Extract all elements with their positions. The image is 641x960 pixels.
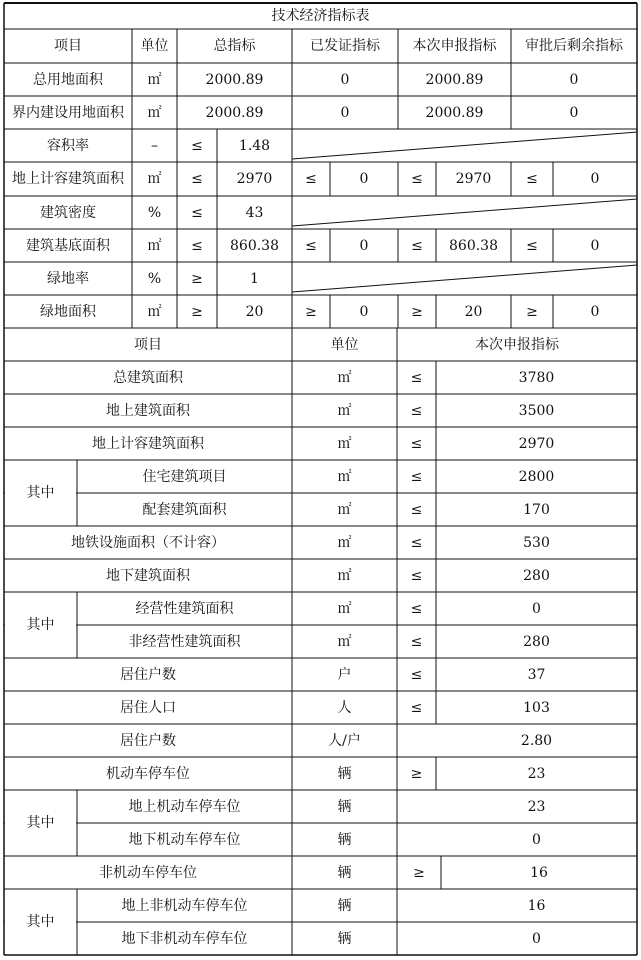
total-op: ≥ bbox=[191, 270, 203, 287]
item-name: 机动车停车位 bbox=[106, 765, 190, 782]
current-value: 2970 bbox=[455, 171, 492, 187]
header-remaining: 审批后剩余指标 bbox=[525, 38, 623, 54]
issued-value: 0 bbox=[340, 71, 350, 88]
item-value: 37 bbox=[527, 666, 546, 683]
issued-op: ≤ bbox=[305, 237, 317, 254]
item-name: 地铁设施面积（不计容） bbox=[71, 534, 225, 551]
item-op: ≤ bbox=[410, 501, 423, 518]
item-unit: ㎡ bbox=[337, 501, 352, 518]
remain-value: 0 bbox=[569, 71, 579, 88]
item-value: 3780 bbox=[518, 369, 555, 386]
item-unit: 人/户 bbox=[328, 732, 361, 749]
current-value: 2000.89 bbox=[425, 104, 484, 121]
total-value: 860.38 bbox=[230, 237, 279, 254]
item-op: ≥ bbox=[413, 864, 425, 881]
item-name: 居住户数 bbox=[120, 732, 176, 749]
total-op: ≤ bbox=[191, 137, 203, 154]
total-op: ≤ bbox=[191, 204, 203, 221]
item-name: 非机动车停车位 bbox=[99, 864, 197, 881]
current-op: ≤ bbox=[411, 171, 423, 187]
item-unit: 辆 bbox=[337, 765, 352, 782]
table-title: 技术经济指标表 bbox=[271, 8, 370, 24]
item-unit: ㎡ bbox=[337, 567, 352, 584]
item-value: 23 bbox=[527, 798, 546, 815]
total-value: 20 bbox=[245, 303, 264, 320]
item-unit: 辆 bbox=[337, 798, 352, 815]
total-value: 2000.89 bbox=[205, 104, 264, 121]
grid-line bbox=[292, 132, 637, 159]
item-op: ≤ bbox=[410, 567, 423, 584]
sub-item-name: 地上机动车停车位 bbox=[128, 798, 241, 815]
issued-value: 0 bbox=[359, 303, 369, 320]
header-issued: 已发证指标 bbox=[310, 38, 380, 54]
current-value: 860.38 bbox=[449, 237, 498, 254]
total-value: 2000.89 bbox=[205, 71, 264, 88]
item-value: 2800 bbox=[518, 468, 555, 485]
remain-op: ≥ bbox=[526, 303, 538, 320]
item-value: 0 bbox=[532, 930, 541, 947]
current-value: 20 bbox=[464, 303, 483, 320]
grid-line bbox=[292, 199, 637, 226]
issued-op: ≤ bbox=[305, 171, 317, 187]
remain-value: 0 bbox=[590, 171, 600, 187]
header-unit: 单位 bbox=[330, 336, 359, 353]
row-unit: ㎡ bbox=[147, 303, 162, 320]
item-unit: 辆 bbox=[337, 864, 352, 881]
total-value: 1 bbox=[250, 270, 259, 287]
row-name: 地上计容建筑面积 bbox=[12, 171, 124, 187]
item-op: ≤ bbox=[410, 468, 423, 485]
item-value: 0 bbox=[532, 831, 541, 848]
item-unit: ㎡ bbox=[337, 534, 352, 551]
item-unit: ㎡ bbox=[337, 600, 352, 617]
header-unit: 单位 bbox=[140, 38, 169, 54]
item-value: 23 bbox=[527, 765, 546, 782]
remain-op: ≤ bbox=[526, 237, 538, 254]
row-name: 容积率 bbox=[47, 137, 89, 154]
item-unit: ㎡ bbox=[337, 369, 352, 386]
current-op: ≥ bbox=[411, 303, 423, 320]
total-op: ≤ bbox=[191, 171, 203, 187]
item-op: ≤ bbox=[410, 699, 423, 716]
sub-item-name: 住宅建筑项目 bbox=[142, 468, 227, 485]
row-name: 建筑密度 bbox=[40, 204, 96, 221]
row-unit: ㎡ bbox=[147, 104, 162, 121]
group-label-qizhong: 其中 bbox=[26, 617, 55, 633]
item-name: 总建筑面积 bbox=[113, 369, 183, 386]
issued-value: 0 bbox=[359, 237, 369, 254]
row-unit: ㎡ bbox=[147, 71, 162, 88]
item-unit: ㎡ bbox=[337, 402, 352, 419]
item-value: 170 bbox=[523, 501, 550, 518]
row-unit: % bbox=[147, 270, 162, 287]
item-name: 地上计容建筑面积 bbox=[92, 435, 204, 452]
sub-item-name: 地下非机动车停车位 bbox=[121, 930, 248, 947]
current-op: ≤ bbox=[411, 237, 423, 254]
item-name: 地上建筑面积 bbox=[106, 402, 190, 419]
item-name: 居住户数 bbox=[120, 666, 176, 683]
total-op: ≥ bbox=[191, 303, 203, 320]
sub-item-name: 经营性建筑面积 bbox=[135, 600, 234, 617]
header-current: 本次申报指标 bbox=[412, 38, 497, 54]
row-unit: ㎡ bbox=[147, 171, 162, 187]
item-name: 居住人口 bbox=[120, 699, 176, 716]
header-item: 项目 bbox=[134, 336, 162, 353]
item-value: 0 bbox=[532, 600, 541, 617]
remain-op: ≤ bbox=[526, 171, 538, 187]
current-value: 2000.89 bbox=[425, 71, 484, 88]
row-name: 绿地率 bbox=[47, 270, 89, 287]
item-name: 地下建筑面积 bbox=[106, 567, 190, 584]
item-unit: 辆 bbox=[337, 897, 352, 914]
header-value: 本次申报指标 bbox=[475, 336, 559, 353]
item-value: 16 bbox=[530, 864, 548, 881]
item-op: ≥ bbox=[410, 765, 423, 782]
issued-value: 0 bbox=[359, 171, 369, 187]
item-value: 3500 bbox=[518, 402, 555, 419]
total-value: 1.48 bbox=[238, 137, 271, 154]
item-unit: 人 bbox=[337, 699, 352, 716]
item-op: ≤ bbox=[410, 600, 423, 617]
group-label-qizhong: 其中 bbox=[26, 914, 55, 930]
item-unit: ㎡ bbox=[337, 435, 352, 452]
sub-item-name: 非经营性建筑面积 bbox=[128, 633, 241, 650]
total-value: 43 bbox=[245, 204, 264, 221]
row-unit: % bbox=[147, 204, 162, 221]
item-value: 280 bbox=[523, 633, 550, 650]
sub-item-name: 地下机动车停车位 bbox=[128, 831, 241, 848]
row-name: 界内建设用地面积 bbox=[12, 104, 124, 121]
item-op: ≤ bbox=[410, 402, 423, 419]
issued-op: ≥ bbox=[305, 303, 317, 320]
item-value: 530 bbox=[523, 534, 550, 551]
item-op: ≤ bbox=[410, 435, 423, 452]
header-total: 总指标 bbox=[213, 38, 256, 54]
sub-item-name: 配套建筑面积 bbox=[142, 501, 227, 518]
remain-value: 0 bbox=[590, 237, 600, 254]
item-unit: ㎡ bbox=[337, 468, 352, 485]
item-unit: 辆 bbox=[337, 831, 352, 848]
item-op: ≤ bbox=[410, 666, 423, 683]
item-op: ≤ bbox=[410, 534, 423, 551]
total-value: 2970 bbox=[236, 171, 273, 187]
row-unit: ㎡ bbox=[147, 237, 162, 254]
remain-value: 0 bbox=[569, 104, 579, 121]
remain-value: 0 bbox=[590, 303, 600, 320]
item-value: 16 bbox=[527, 897, 546, 914]
row-unit: – bbox=[151, 137, 158, 154]
group-label-qizhong: 其中 bbox=[26, 815, 55, 831]
sub-item-name: 地上非机动车停车位 bbox=[121, 897, 248, 914]
grid-line bbox=[292, 265, 637, 292]
row-name: 建筑基底面积 bbox=[26, 237, 110, 254]
item-value: 2970 bbox=[518, 435, 555, 452]
item-value: 103 bbox=[523, 699, 550, 716]
item-value: 280 bbox=[523, 567, 550, 584]
issued-value: 0 bbox=[340, 104, 350, 121]
group-label-qizhong: 其中 bbox=[26, 485, 55, 501]
item-op: ≤ bbox=[410, 369, 423, 386]
item-unit: 户 bbox=[337, 666, 352, 683]
item-unit: 辆 bbox=[337, 930, 352, 947]
row-name: 绿地面积 bbox=[40, 303, 96, 320]
header-project: 项目 bbox=[54, 38, 82, 54]
row-name: 总用地面积 bbox=[33, 71, 103, 88]
item-op: ≤ bbox=[410, 633, 423, 650]
item-unit: ㎡ bbox=[337, 633, 352, 650]
item-value: 2.80 bbox=[520, 732, 553, 749]
total-op: ≤ bbox=[191, 237, 203, 254]
